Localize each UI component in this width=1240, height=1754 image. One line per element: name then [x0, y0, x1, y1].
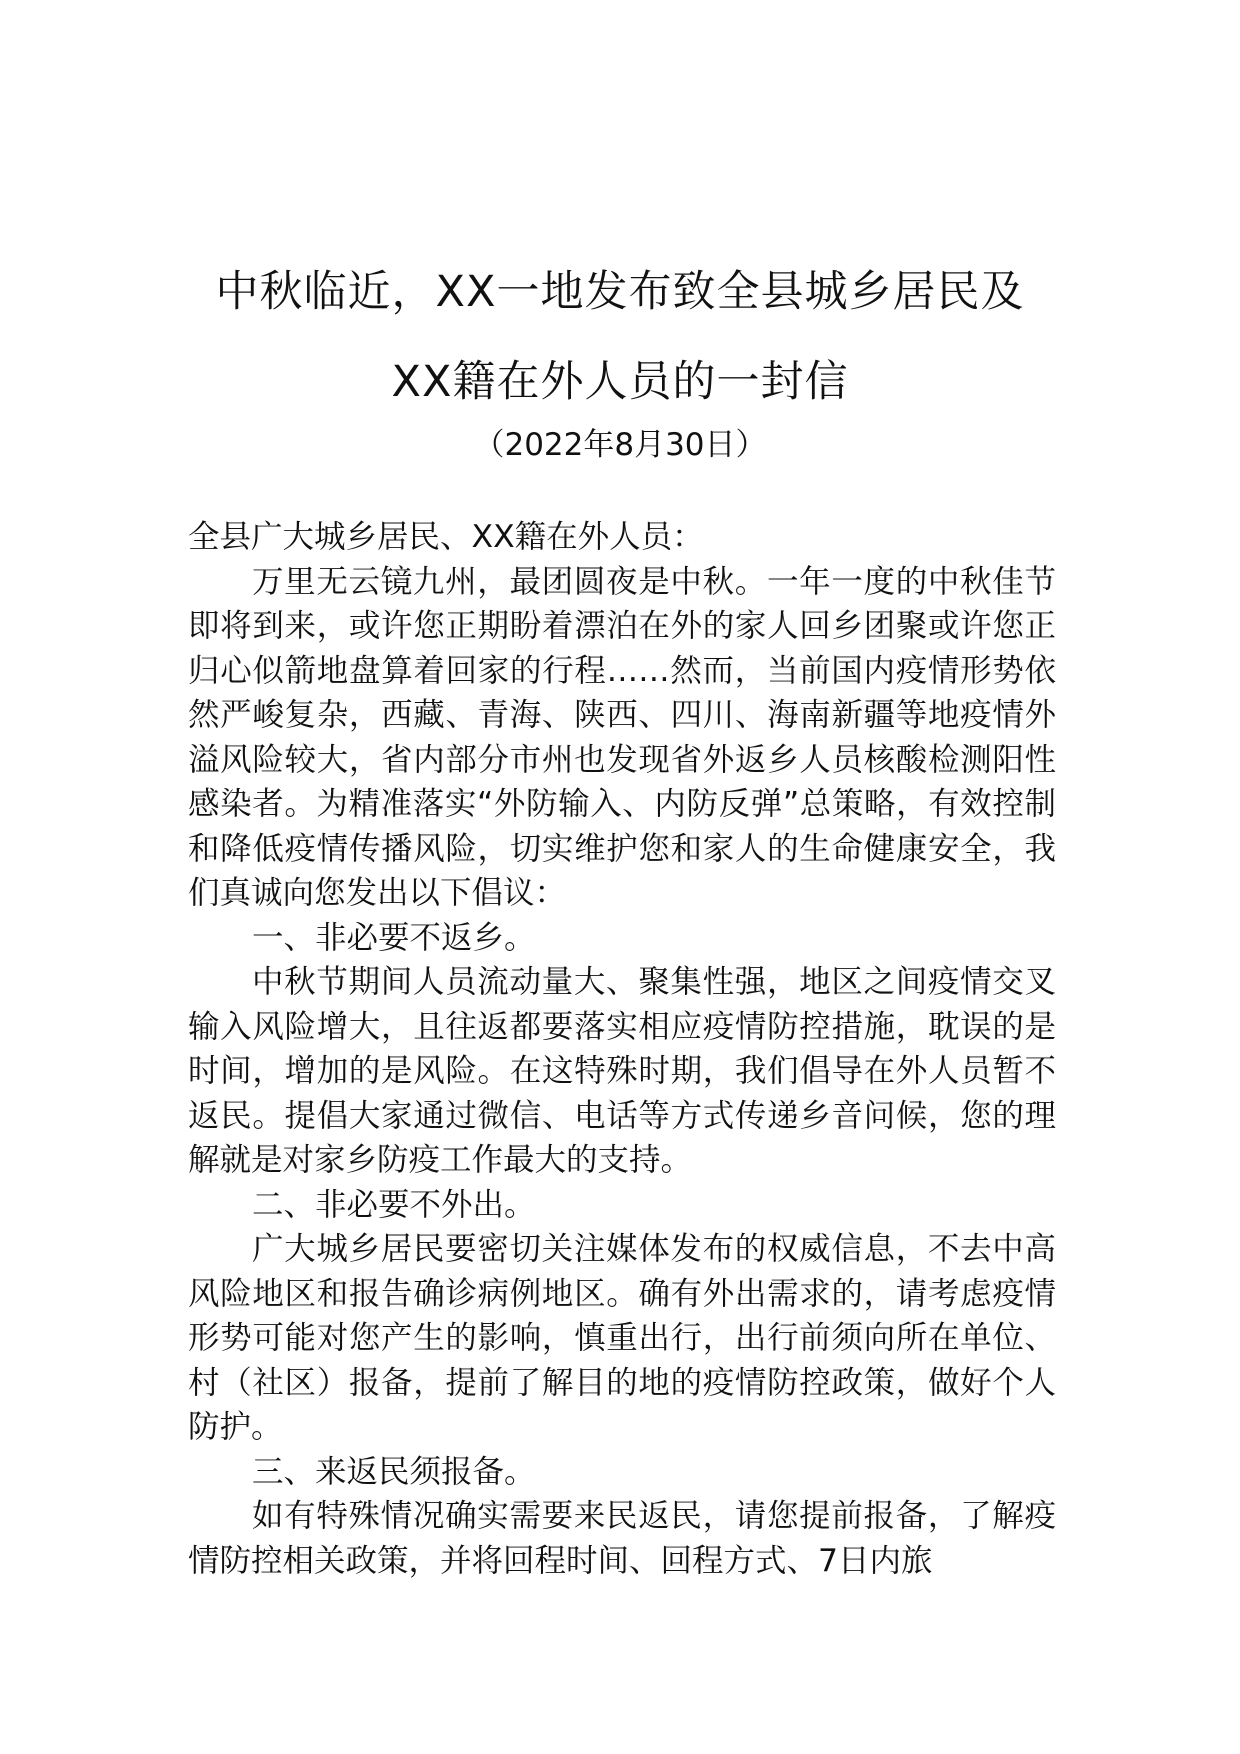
salutation: 全县广大城乡居民、XX籍在外人员： [188, 519, 704, 555]
paragraph-section-3: 如有特殊情况确实需要来民返民，请您提前报备，了解疫情防控相关政策，并将回程时间、回程方式、7日内旅 [188, 1498, 1056, 1579]
section-heading-2: 二、非必要不外出。 [252, 1186, 536, 1223]
section-heading-1: 一、非必要不返乡。 [252, 919, 536, 956]
paragraph-section-2: 广大城乡居民要密切关注媒体发布的权威信息，不去中高风险地区和报告确诊病例地区。确有外出需求的，请考虑疫情形势可能对您产生的影响，慎重出行，出行前须向所在单位、村（社区）报备，提前了解目的地的疫情防控政策，做好个人防护。 [188, 1231, 1056, 1445]
document-date: （2022年8月30日） [473, 427, 767, 463]
document-title-line-1: 中秋临近，XX一地发布致全县城乡居民及 [215, 267, 1025, 317]
section-heading-3: 三、来返民须报备。 [252, 1453, 536, 1490]
paragraph-section-1: 中秋节期间人员流动量大、聚集性强，地区之间疫情交叉输入风险增大，且往返都要落实相应疫情防控措施，耽误的是时间，增加的是风险。在这特殊时期，我们倡导在外人员暂不返民。提倡大家通过微信、电话等方式传递乡音问候，您的理解就是对家乡防疫工作最大的支持。 [188, 964, 1056, 1178]
document-body [188, 515, 1056, 1583]
paragraph-intro: 万里无云镜九州，最团圆夜是中秋。一年一度的中秋佳节即将到来，或许您正期盼着漂泊在外的家人回乡团聚或许您正归心似箭地盘算着回家的行程……然而，当前国内疫情形势依然严峻复杂，西藏、青海、陕西、四川、海南新疆等地疫情外溢风险较大，省内部分市州也发现省外返乡人员核酸检测阳性感染者。为精准落实“外防输入、内防反弹”总策略，有效控制和降低疫情传播风险，切实维护您和家人的生命健康安全，我们真诚向您发出以下倡议： [188, 563, 1056, 911]
document-title-line-2: XX籍在外人员的一封信 [391, 357, 849, 407]
